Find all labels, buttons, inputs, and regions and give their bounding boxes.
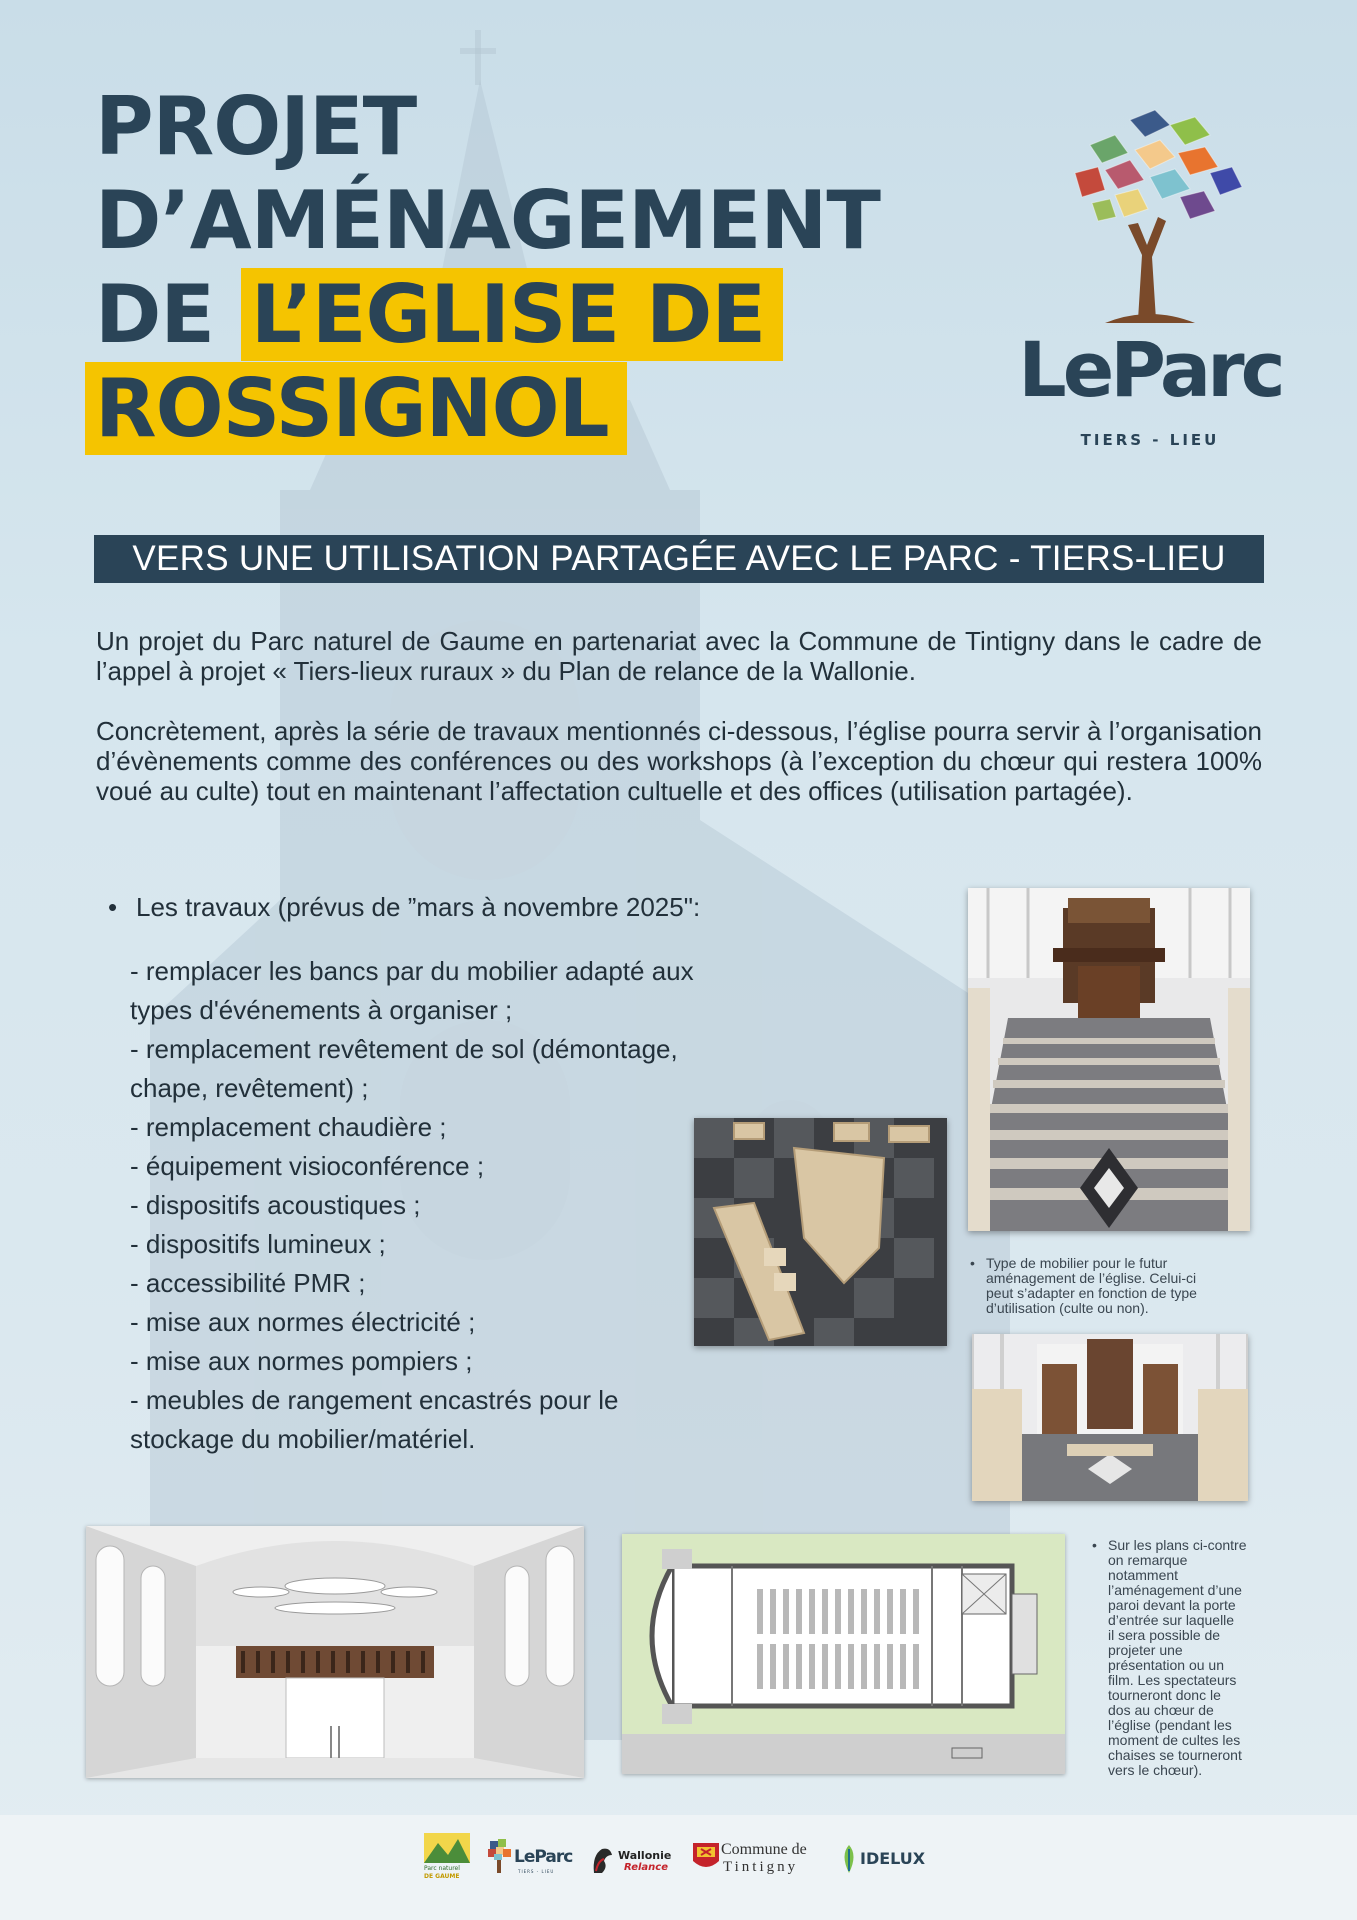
list-item: - dispositifs lumineux ; <box>130 1229 386 1259</box>
list-item: - remplacer les bancs par du mobilier adapté aux <box>130 956 694 986</box>
idelux-label: IDELUX <box>860 1849 926 1868</box>
title-highlight-2: ROSSIGNOL <box>85 362 627 455</box>
pnr-logo-line2: DE GAUME <box>424 1873 460 1880</box>
tree-cubes-icon <box>486 1839 512 1873</box>
church-interior-chairs-photo <box>968 888 1250 1231</box>
caption-line: l’église (pendant les <box>1108 1717 1232 1733</box>
caption-line: l’aménagement d’une <box>1108 1582 1242 1598</box>
caption-line: d’utilisation (culte ou non). <box>986 1300 1149 1316</box>
caption-line: d’entrée sur laquelle <box>1108 1612 1235 1628</box>
caption-line: il sera possible de <box>1108 1627 1221 1643</box>
commune-label-line2: Tintigny <box>723 1859 799 1875</box>
list-item: stockage du mobilier/matériel. <box>130 1424 476 1454</box>
caption-line: paroi devant la porte <box>1108 1597 1236 1613</box>
title-line-4 <box>95 362 880 456</box>
wallonie-label: Wallonie <box>618 1849 672 1862</box>
footer-logos <box>0 1815 1357 1920</box>
list-item: - remplacement revêtement de sol (démontage, <box>130 1034 678 1064</box>
list-item: types d'événements à organiser ; <box>130 995 513 1025</box>
commune-tintigny-logo <box>693 1833 823 1901</box>
subtitle-banner: VERS UNE UTILISATION PARTAGÉE AVEC LE PARC - TIERS-LIEU <box>94 535 1264 583</box>
caption-line: aménagement de l’église. Celui-ci <box>986 1270 1197 1286</box>
main-title <box>95 80 880 456</box>
tree-cubes-icon <box>1010 105 1290 335</box>
rooster-icon <box>590 1845 614 1875</box>
list-item: - accessibilité PMR ; <box>130 1268 366 1298</box>
caption-line: on remarque <box>1108 1552 1188 1568</box>
list-item: - mise aux normes pompiers ; <box>130 1346 473 1376</box>
list-item: - meubles de rangement encastrés pour le <box>130 1385 619 1415</box>
leparc-small-logo <box>486 1833 572 1901</box>
wallonie-relance-logo <box>590 1833 676 1901</box>
plans-caption <box>1092 1538 1267 1778</box>
church-choir-photo <box>972 1334 1248 1501</box>
caption-line: présentation ou un <box>1108 1657 1224 1673</box>
caption-line: peut s’adapter en fonction de type <box>986 1285 1197 1301</box>
leparc-small-sub: TIERS - LIEU <box>518 1869 555 1874</box>
furniture-top-view-photo <box>694 1118 947 1346</box>
bullet-icon: • <box>108 892 118 922</box>
caption-line: vers le chœur). <box>1108 1762 1203 1778</box>
intro-paragraph: Un projet du Parc naturel de Gaume en partenariat avec la Commune de Tintigny dans le cadre de l’appel à projet « Tiers-lieux ruraux » du Plan de relance de la Wallonie. <box>96 626 1262 686</box>
works-heading-text: Les travaux (prévus de ”mars à novembre 2025": <box>136 892 701 922</box>
leparc-logo <box>1010 105 1290 465</box>
coat-of-arms-icon <box>693 1843 719 1873</box>
caption-line: tourneront donc le <box>1108 1687 1221 1703</box>
mountains-icon <box>424 1833 470 1863</box>
concrete-paragraph: Concrètement, après la série de travaux mentionnés ci-dessous, l’église pourra servir à l’organisation d’évènements comme des conférences ou des workshops (à l’exception du chœur qui restera 100% voué au culte) tout en maintenant l’affectation cultuelle et des offices (utilisation partagée). <box>96 716 1262 806</box>
idelux-logo <box>840 1833 930 1901</box>
caption-line: projeter une <box>1108 1642 1183 1658</box>
list-item: - remplacement chaudière ; <box>130 1112 447 1142</box>
leaf-icon <box>840 1845 858 1873</box>
interior-render-image <box>86 1526 584 1778</box>
title-line-2: D’AMÉNAGEMENT <box>95 174 880 267</box>
leparc-logo-name: LeParc <box>1018 325 1282 414</box>
caption-line: notamment <box>1108 1567 1179 1583</box>
works-list <box>130 952 770 1459</box>
leparc-small-name: LeParc <box>514 1847 573 1867</box>
list-item: - mise aux normes électricité ; <box>130 1307 476 1337</box>
pnr-logo-line1: Parc naturel <box>424 1865 460 1872</box>
list-item: - équipement visioconférence ; <box>130 1151 485 1181</box>
title-line-1: PROJET <box>95 80 417 173</box>
title-highlight-1: L’EGLISE DE <box>241 268 783 361</box>
title-line-3 <box>95 268 880 362</box>
leparc-logo-subtitle: TIERS - LIEU <box>1080 431 1220 449</box>
list-item: - dispositifs acoustiques ; <box>130 1190 421 1220</box>
caption-line: film. Les spectateurs <box>1108 1672 1237 1688</box>
caption-line: moment de cultes les <box>1108 1732 1241 1748</box>
list-item: chape, revêtement) ; <box>130 1073 369 1103</box>
bullet-icon: • <box>1092 1537 1097 1553</box>
bullet-icon: • <box>970 1255 975 1271</box>
commune-label-line1: Commune de <box>721 1841 807 1858</box>
caption-line: Sur les plans ci-contre <box>1108 1537 1247 1553</box>
relance-label: Relance <box>624 1862 668 1873</box>
caption-line: Type de mobilier pour le futur <box>986 1255 1168 1271</box>
works-heading <box>108 892 700 923</box>
furniture-caption <box>970 1256 1240 1316</box>
parc-naturel-gaume-logo <box>424 1833 470 1901</box>
caption-line: dos au chœur de <box>1108 1702 1214 1718</box>
floor-plan-image <box>622 1534 1065 1774</box>
caption-line: chaises se tourneront <box>1108 1747 1242 1763</box>
title-line-3-plain: DE <box>95 268 241 361</box>
